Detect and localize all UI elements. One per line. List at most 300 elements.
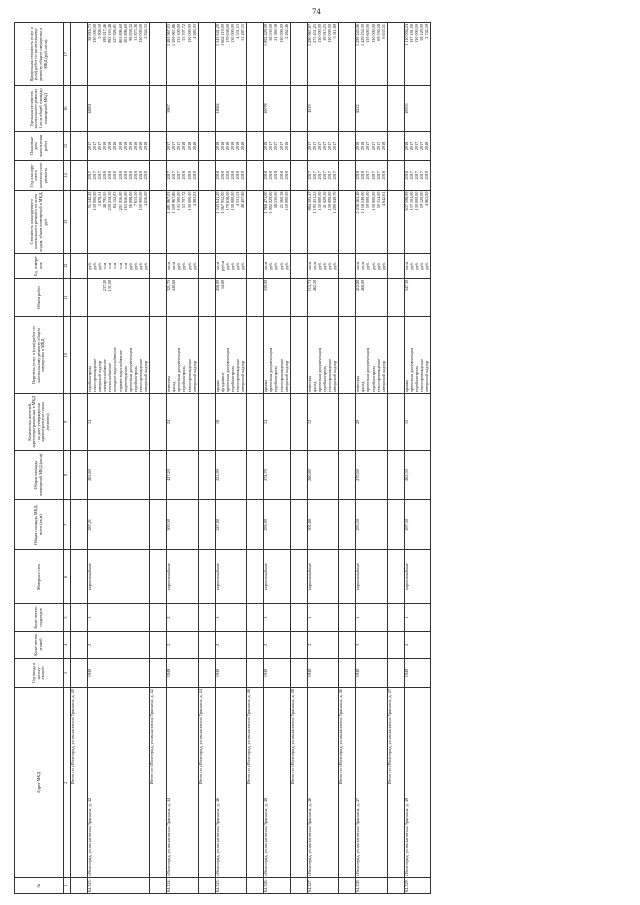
address-cell: г.Волгоград, ул.им.капитана Тряскина, д. 42 [88, 688, 150, 878]
entrances-cell: 2 [167, 604, 199, 631]
volume-line: 330,00 [263, 279, 269, 292]
plan-date-line: 2017 [176, 141, 182, 151]
volume-cell [307, 278, 339, 316]
repair-year-cell [215, 161, 247, 190]
repair-year-line: 2018 [143, 171, 149, 180]
cost-line: 51 142,43 [87, 191, 92, 209]
total-cell [198, 278, 215, 316]
max-cost-line: 1 429 254,30 [360, 24, 366, 46]
total-cell [339, 317, 356, 394]
work-item-line: авторский надзор [97, 360, 103, 393]
total-cell [339, 450, 356, 500]
max-cost-line: 4 983,03 [191, 24, 197, 39]
table-row [307, 23, 339, 894]
max-cost-line: 31 873,36 [132, 24, 138, 41]
column-header: Год ввода в эксплу-атацию [15, 658, 64, 687]
max-cost-cell [88, 23, 150, 86]
cost-line: 1 002 029,00 [268, 191, 274, 214]
year-cell: 1949 [215, 658, 247, 687]
cost-line: 56 898,00 [127, 191, 133, 209]
area-total-cell: 293,50 [356, 500, 388, 550]
work-item-line: техсопровождение [235, 358, 241, 393]
unit-line: кв.м [311, 261, 317, 270]
repair-year-line: 2017 [414, 171, 420, 180]
work-item-line: техсопровождение [137, 358, 143, 393]
max-cost-cell [307, 23, 339, 86]
plan-date-line: 2017 [166, 141, 172, 151]
cost-line: 59 000,00 [365, 191, 371, 209]
cost-line: 4 642,61 [380, 191, 386, 207]
plan-date-line: 2018 [214, 141, 220, 151]
plan-date-line: 2018 [107, 141, 113, 151]
work-item-line: стройконтроль [370, 365, 376, 393]
column-number: 6 [64, 550, 71, 604]
total-cell [290, 253, 307, 278]
column-header: Материал стен [15, 550, 64, 604]
work-item-line: авторский надзор [191, 360, 197, 393]
cost-line: 58 530,00 [273, 191, 279, 209]
total-cell [71, 190, 88, 253]
year-cell: 1949 [404, 658, 430, 687]
plan-date-line: 2018 [143, 141, 149, 151]
total-row [71, 23, 88, 894]
repair-year-line: 2017 [316, 171, 322, 180]
repair-year-line: 2018 [229, 171, 235, 180]
repair-year-line: 2017 [370, 171, 376, 180]
plan-date-line: 2017 [278, 141, 284, 151]
repair-year-cell [167, 161, 199, 190]
unit-line: руб. [229, 262, 235, 270]
cost-cell [307, 190, 339, 253]
repair-year-line: 2018 [214, 171, 220, 180]
volume-line [382, 280, 387, 315]
repair-year-line: 2018 [107, 171, 113, 180]
address-cell: г.Волгоград, ул.им.капитана Тряскина, д. 46 [307, 688, 339, 878]
cost-line: 4 656,00 [143, 191, 149, 207]
column-number: 5 [64, 604, 71, 631]
max-cost-line: 59 129,00 [419, 24, 425, 41]
plan-date-cell [356, 131, 388, 160]
work-item-line: крыша [263, 380, 269, 393]
column-header: Год планиру-емого капиталь-ного ремонта [15, 161, 64, 190]
total-cell [150, 394, 167, 451]
unit-cost-cell: 11684 [215, 86, 247, 131]
max-cost-line: 58 816,73 [87, 24, 92, 41]
unit-line: руб. [283, 262, 289, 270]
volume-line: 458,00 [214, 279, 220, 292]
plan-date-line: 2017 [375, 141, 381, 151]
total-cell [71, 550, 88, 604]
unit-cost-cell: 5967 [167, 86, 199, 131]
volume-line [285, 280, 290, 315]
column-header: № [15, 878, 64, 894]
unit-line: руб. [268, 262, 274, 270]
total-cell [387, 161, 404, 190]
total-cell [290, 190, 307, 253]
column-number: 15 [64, 131, 71, 160]
unit-line: п.м [117, 262, 123, 269]
repair-year-line: 2018 [355, 171, 361, 180]
table-row [167, 23, 199, 894]
work-item-line: стройконтроль [132, 365, 138, 393]
total-cell [387, 278, 404, 316]
unit-line: кв.м [263, 261, 269, 270]
total-cell [339, 550, 356, 604]
total-row [150, 23, 167, 894]
work-item-line: проектная документация [127, 347, 133, 393]
total-row-number [247, 878, 264, 894]
total-cell [198, 500, 215, 550]
total-cell [150, 604, 167, 631]
repair-year-cell [404, 161, 430, 190]
cost-line: 135 300,00 [176, 191, 182, 211]
work-item-line: фундамент [219, 372, 225, 393]
unit-line: руб. [370, 262, 376, 270]
plan-date-line: 2018 [283, 141, 289, 151]
column-header: Коли-чество подъездов [15, 604, 64, 631]
total-cell [339, 253, 356, 278]
unit-line: руб. [316, 262, 322, 270]
cost-line: 130 000,00 [186, 191, 192, 211]
total-row-number [198, 878, 215, 894]
total-cell [247, 631, 264, 658]
volume-line: 113,71 [306, 279, 312, 292]
volume-line: 237,20 [102, 279, 108, 292]
work-item-line: проектная документация [224, 347, 230, 393]
max-cost-line: 2 262,46 [283, 24, 289, 39]
area-rooms-cell: 270,60 [356, 450, 388, 500]
cost-line: 7 653,50 [132, 191, 138, 207]
max-cost-line: 983 163,48 [107, 24, 113, 43]
total-cell [339, 658, 356, 687]
work-item-line: стройконтроль [273, 365, 279, 393]
total-row [339, 23, 356, 894]
row-id: 64.325. [215, 878, 247, 894]
repair-year-cell [88, 161, 150, 190]
cost-line: 1 768 471,00 [263, 191, 269, 214]
max-cost-line: 2 944,33 [143, 24, 149, 39]
max-cost-line: 130 000,00 [414, 24, 420, 43]
capital-repair-table [14, 22, 431, 894]
column-header: Удельная стоимость капитального ремонта 1 кв.м общей площади помещений МКД [15, 86, 64, 131]
column-number: 3 [64, 658, 71, 687]
column-number: 11 [64, 278, 71, 316]
total-cell [71, 450, 88, 500]
plan-date-cell [167, 131, 199, 160]
volume-cell [215, 278, 247, 316]
max-cost-line: 69 594,58 [375, 24, 381, 41]
total-cell [150, 131, 167, 160]
volume-cell [264, 278, 290, 316]
total-label: Итого по г.Волгоград, ул.им.капитана Тряскина, д. 40 [71, 688, 88, 878]
total-cell [247, 86, 264, 131]
total-label: Итого по г.Волгоград, ул.им.капитана Тряскина, д. 46 [247, 688, 264, 878]
repair-year-line: 2018 [268, 171, 274, 180]
max-cost-line: 130 000,00 [278, 24, 284, 43]
cost-cell [167, 190, 199, 253]
cost-line: 84 152,05 [112, 191, 118, 209]
max-cost-line: 53 707,72 [181, 24, 187, 41]
total-label: Итого по г.Волгоград, ул.им.капитана Тряскина, д. 42 [150, 688, 167, 878]
work-item-line: электроснабжение [102, 359, 108, 393]
residents-cell: 14 [88, 394, 150, 451]
cost-line: 239 218,50 [107, 191, 113, 211]
max-cost-line: 1 309 967,86 [171, 24, 177, 46]
cost-line: 1 299 049,70 [332, 191, 338, 214]
plan-date-cell [307, 131, 339, 160]
address-cell: г.Волгоград, ул.им.капитана Тряскина, д. 47 [356, 688, 388, 878]
total-cell [339, 394, 356, 451]
plan-date-line: 2018 [424, 141, 430, 151]
work-item-line: стройконтроль [414, 365, 420, 393]
repair-year-line: 2017 [171, 171, 177, 180]
work-item-line: проектная документация [408, 347, 414, 393]
total-cell [247, 161, 264, 190]
unit-line: руб. [273, 262, 279, 270]
max-cost-line: 130 000,00 [137, 24, 143, 43]
repair-year-line: 2017 [408, 171, 414, 180]
total-cell [339, 86, 356, 131]
row-id: 64.327. [307, 878, 339, 894]
column-header: Коли-чество этажей [15, 631, 64, 658]
plan-date-line: 2017 [327, 141, 333, 151]
total-cell [198, 604, 215, 631]
total-row-number [339, 878, 356, 894]
floors-cell: 2 [264, 631, 290, 658]
total-cell [339, 190, 356, 253]
floors-cell: 2 [88, 631, 150, 658]
address-cell: г.Волгоград, ул.им.капитана Тряскина, д. 44 [167, 688, 199, 878]
repair-year-line: 2018 [278, 171, 284, 180]
max-cost-line: 130 000,00 [186, 24, 192, 43]
plan-date-line: 2017 [365, 141, 371, 151]
floors-cell: 2 [167, 631, 199, 658]
work-item-line: проектная документация [268, 347, 274, 393]
total-cell [198, 86, 215, 131]
work-item-cell [356, 317, 388, 394]
residents-cell: 24 [167, 394, 199, 451]
repair-year-line: 2017 [327, 171, 333, 180]
max-cost-line: 159 600,00 [365, 24, 371, 43]
cost-line: 1 481 967,03 [166, 191, 172, 214]
total-row [247, 23, 264, 894]
residents-cell: 15 [404, 394, 430, 451]
work-item-line: фасад [171, 381, 177, 393]
work-item-line: горячее водоснабжение [117, 350, 123, 393]
plan-date-line: 2018 [191, 141, 197, 151]
row-id: 64.329. [404, 878, 430, 894]
total-cell [71, 317, 88, 394]
column-number: 16 [64, 86, 71, 131]
unit-cost-cell: 10078 [264, 86, 290, 131]
cost-line: 130 000,00 [316, 191, 322, 211]
total-cell [387, 500, 404, 550]
total-cell [150, 278, 167, 316]
unit-line: руб. [143, 262, 149, 270]
max-cost-line: 5 511,89 [332, 24, 338, 39]
total-cell [71, 500, 88, 550]
cost-line: 1 309 967,86 [171, 191, 177, 214]
repair-year-line: 2018 [181, 171, 187, 180]
cost-line: 150 000,00 [283, 191, 289, 211]
total-cell [339, 500, 356, 550]
volume-line: 412,80 [355, 279, 361, 292]
repair-year-line: 2018 [360, 171, 366, 180]
total-cell [247, 190, 264, 253]
repair-year-line: 2018 [424, 171, 430, 180]
total-row-number [150, 878, 167, 894]
total-cell [198, 394, 215, 451]
total-cell [247, 23, 264, 86]
column-number: 13 [64, 190, 71, 253]
unit-line: руб. [224, 262, 230, 270]
work-item-line: стройконтроль [87, 365, 92, 393]
total-cell [71, 278, 88, 316]
total-cell [150, 317, 167, 394]
column-number: 1 [64, 878, 71, 894]
unit-line: руб. [408, 262, 414, 270]
max-cost-line: 1 110 004,24 [403, 24, 409, 46]
residents-cell: 18 [215, 394, 247, 451]
max-cost-cell [167, 23, 199, 86]
max-cost-cell [356, 23, 388, 86]
plan-date-line: 2017 [306, 141, 312, 151]
entrances-cell: 1 [404, 604, 430, 631]
entrances-cell: 1 [215, 604, 247, 631]
repair-year-line: 2018 [127, 171, 133, 180]
total-cell [387, 253, 404, 278]
unit-line: п.м [107, 262, 113, 269]
max-cost-line: 130 000,00 [92, 24, 98, 43]
unit-line: руб. [191, 262, 197, 270]
max-cost-line: 4 531,53 [235, 24, 241, 39]
area-rooms-cell: 427,20 [167, 450, 199, 500]
address-cell: г.Волгоград, ул.им.капитана Тряскина, д. 48 [264, 688, 290, 878]
page-number: 74 [312, 8, 321, 16]
cost-line: 637 598,00 [403, 191, 409, 211]
total-cell [150, 86, 167, 131]
work-item-line: крыша [403, 380, 409, 393]
repair-year-line: 2018 [102, 171, 108, 180]
unit-line: руб.м [219, 260, 225, 271]
unit-cell [215, 253, 247, 278]
total-cell [387, 450, 404, 500]
unit-line: п.м [122, 262, 128, 269]
max-cost-cell [404, 23, 430, 86]
repair-year-line: 2018 [132, 171, 138, 180]
area-total-cell: 287,21 [88, 500, 150, 550]
plan-date-line: 2017 [370, 141, 376, 151]
work-item-line: отмостка [166, 375, 172, 393]
unit-line: кв.м [360, 261, 366, 270]
plan-date-line: 2017 [332, 141, 338, 151]
cost-line: 4 863,00 [424, 191, 430, 207]
row-id: 64.326. [264, 878, 290, 894]
unit-line: руб. [375, 262, 381, 270]
unit-line: руб. [176, 262, 182, 270]
max-cost-line: 1 481 967,03 [166, 24, 172, 46]
work-item-line: авторский надзор [424, 360, 430, 393]
cost-line: 130 000,00 [414, 191, 420, 211]
column-number: 7 [64, 500, 71, 550]
total-cell [247, 450, 264, 500]
total-cell [290, 604, 307, 631]
total-cell [247, 658, 264, 687]
plan-date-line: 2017 [92, 141, 98, 151]
total-cell [198, 23, 215, 86]
repair-year-line: 2018 [112, 171, 118, 180]
total-cell [339, 604, 356, 631]
unit-line: кв.м [214, 261, 220, 270]
total-row [290, 23, 307, 894]
plan-date-cell [264, 131, 290, 160]
cost-line: 59 129,00 [419, 191, 425, 209]
total-label: Итого по г.Волгоград, ул.им.капитана Тряскина, д. 44 [198, 688, 215, 878]
max-cost-line: 1 290 867,87 [306, 24, 312, 46]
max-cost-line: 98 858,32 [127, 24, 133, 41]
max-cost-line: 137 181,00 [408, 24, 414, 43]
repair-year-line: 2017 [92, 171, 98, 180]
work-item-line: проектная документация [176, 347, 182, 393]
total-cell [71, 253, 88, 278]
unit-line: руб. [424, 262, 430, 270]
plan-date-line: 2018 [224, 141, 230, 151]
total-cell [387, 658, 404, 687]
cost-line: 4 983,03 [191, 191, 197, 207]
work-item-line: техсопровождение [419, 358, 425, 393]
repair-year-line: 2018 [117, 171, 123, 180]
total-cell [198, 631, 215, 658]
work-item-line: техсопровождение [375, 358, 381, 393]
max-cost-line: 363 896,60 [122, 24, 128, 43]
column-header: Ед. измере-ния [15, 253, 64, 278]
year-cell: 1949 [88, 658, 150, 687]
total-cell [339, 161, 356, 190]
work-item-line: холодное водоснабжение [112, 347, 118, 393]
floors-cell: 2 [404, 631, 430, 658]
residents-cell: 12 [307, 394, 339, 451]
unit-line: руб. [137, 262, 143, 270]
total-cell [247, 278, 264, 316]
total-cell [150, 550, 167, 604]
work-item-line: авторский надзор [380, 360, 386, 393]
area-rooms-cell: 274,70 [264, 450, 290, 500]
plan-date-line: 2018 [132, 141, 138, 151]
plan-date-line: 2018 [219, 141, 225, 151]
unit-line: руб. [365, 262, 371, 270]
cost-line: 130 000,00 [229, 191, 235, 211]
repair-year-line: 2017 [332, 171, 338, 180]
wall-material-cell: кирпичныйные [167, 550, 199, 604]
unit-cell [404, 253, 430, 278]
total-cell [150, 23, 167, 86]
plan-date-line: 2017 [311, 141, 317, 151]
total-cell [150, 161, 167, 190]
max-cost-line: 135 300,00 [176, 24, 182, 43]
column-header: Объем работ [15, 278, 64, 316]
row-id: 64.323. [88, 878, 150, 894]
total-cell [198, 317, 215, 394]
total-cell [247, 253, 264, 278]
volume-line [144, 280, 149, 315]
work-item-cell [264, 317, 290, 394]
repair-year-line: 2017 [97, 171, 103, 180]
work-item-line: техсопровождение [92, 358, 98, 393]
column-number: 2 [64, 688, 71, 878]
unit-line: руб. [332, 262, 338, 270]
wall-material-cell: кирпичныйные [404, 550, 430, 604]
plan-date-line: 2017 [97, 141, 103, 151]
